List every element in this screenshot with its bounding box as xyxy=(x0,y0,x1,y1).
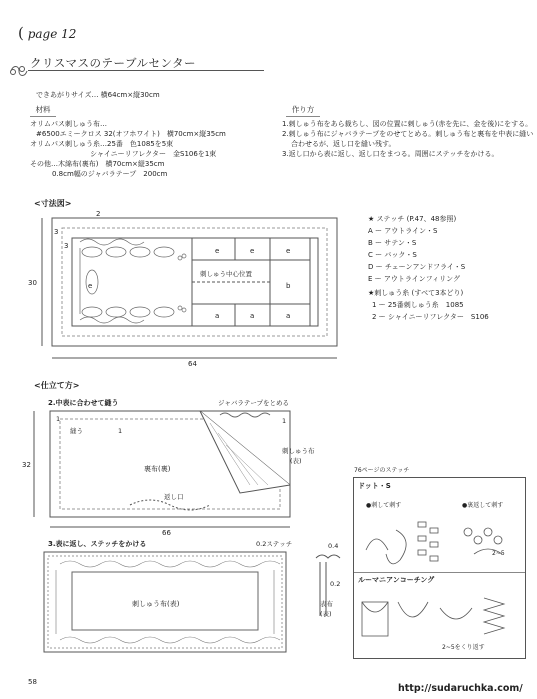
rc-num: 2~5をくり返す xyxy=(442,644,485,651)
stitch-item: D ー チェーンアンドフライ・S xyxy=(368,263,466,271)
dim-w: 66 xyxy=(162,529,171,537)
materials-line: 0.8cm幅のジャバラテープ 200cm xyxy=(52,170,168,178)
dot-step1: ●刺して刺す xyxy=(366,502,402,509)
grid-letter: a xyxy=(286,312,291,320)
step2-title: 2.中表に合わせて縫う xyxy=(48,399,119,407)
size-line: できあがりサイズ… 横64cm×縦30cm xyxy=(36,91,160,99)
title-rule xyxy=(28,70,264,71)
method-list xyxy=(282,119,533,159)
dot-stitch-title: ドット・S xyxy=(358,482,391,490)
tape-cross-section xyxy=(316,555,340,558)
lining-label: 裏布(裏) xyxy=(144,465,171,473)
materials-line: #6500エミークロス 32(オフホワイト) 横70cm×縦35cm xyxy=(36,130,226,138)
grid-letter: e xyxy=(286,247,291,255)
emb-label: 刺しゅう布 xyxy=(282,447,315,455)
dim-height: 30 xyxy=(28,279,37,287)
omote-label: 表布 xyxy=(320,600,333,608)
stitch-item: C ー バック・S xyxy=(368,251,417,259)
materials-line: シャイニーリフレクター 金S106を1束 xyxy=(90,150,217,158)
holly-pattern xyxy=(80,239,186,323)
materials-heading: 材料 xyxy=(30,104,56,117)
dim-mark-3b: 3 xyxy=(54,228,59,236)
one-mark-b: 1 xyxy=(118,427,123,435)
stitch-guide-caption: 76ページのステッチ xyxy=(354,467,410,474)
method-step: 合わせるが、返し口を縫い残す。 xyxy=(291,140,396,148)
stitch-guide-box xyxy=(353,477,526,659)
seam-label: 縫う xyxy=(70,427,83,435)
method-step: 2.刺しゅう布にジャバラテープをのせてとめる。刺しゅう布と裏布を中表に縫い xyxy=(282,130,534,138)
footer-url[interactable]: http://sudaruchka.com/ xyxy=(398,683,523,694)
thread-item: 2 ー シャイニーリフレクター S106 xyxy=(372,313,489,321)
stitch-legend-heading: ★ ステッチ (P.47、48参照) xyxy=(368,215,457,223)
roumanian-illustration xyxy=(356,588,522,654)
grid-letter: a xyxy=(250,312,255,320)
materials-line: オリムパス刺しゅう布… xyxy=(30,120,107,128)
grid-letter: e xyxy=(88,282,93,290)
assembly-heading: <仕立て方> xyxy=(34,381,80,390)
dimension-heading: <寸法図> xyxy=(34,199,72,208)
page-title: クリスマスのテーブルセンター xyxy=(30,56,197,70)
assembly-step3-diagram xyxy=(20,536,360,662)
method-heading: 作り方 xyxy=(286,104,320,117)
step3-title: 3.表に返し、ステッチをかける xyxy=(48,540,147,548)
grid-letter: b xyxy=(286,282,291,290)
materials-line: オリムパス刺しゅう糸…25番 色1085を5束 xyxy=(30,140,174,148)
return-label: 返し口 xyxy=(164,493,184,501)
thread-item: 1 ー 25番刺しゅう糸 1085 xyxy=(372,301,464,309)
omote-sub: (表) xyxy=(320,610,332,618)
materials-line: その他…木綿布(裏布) 横70cm×縦35cm xyxy=(30,160,165,168)
dot-stitch-illustration xyxy=(356,510,522,572)
stitch-item: A ー アウトライン・S xyxy=(368,227,438,235)
paren-open: ( xyxy=(18,24,24,42)
assembly-step2-diagram xyxy=(20,393,340,538)
dim-04: 0.4 xyxy=(328,542,339,550)
dim-h: 32 xyxy=(22,461,31,469)
dot-num: 2~5 xyxy=(492,550,505,557)
emb-front-label: 刺しゅう布(表) xyxy=(132,600,180,608)
guide-divider xyxy=(354,572,525,573)
dot-step2: ●裏返して刺す xyxy=(462,502,504,509)
dim-02: 0.2 xyxy=(330,580,341,588)
one-mark-c: 1 xyxy=(282,417,287,425)
grid-letter: a xyxy=(215,312,220,320)
method-step: 1.刺しゅう布をあら裁ちし、図の位置に刺しゅう(赤を先に、金を後)にをする。 xyxy=(282,120,533,128)
stitch-02-label: 0.2ステッチ xyxy=(256,540,293,548)
emb-sub: (表) xyxy=(290,457,302,465)
page-label xyxy=(18,24,76,42)
dim-mark-2: 2 xyxy=(96,210,101,218)
ornament-icon xyxy=(8,62,30,81)
stitch-item: B ー サテン・S xyxy=(368,239,417,247)
thread-heading: ★刺しゅう糸 (すべて3本どり) xyxy=(368,289,464,297)
page-number: 58 xyxy=(28,678,37,686)
stitch-legend xyxy=(368,214,489,322)
dim-mark-3a: 3 xyxy=(64,242,69,250)
method-step: 3.返し口から表に返し、返し口をまつる。周囲にステッチをかける。 xyxy=(282,150,499,158)
stitch-item: E ー アウトラインフィリング xyxy=(368,275,460,283)
center-label: 刺しゅう中心位置 xyxy=(200,270,252,278)
materials-list xyxy=(30,119,226,179)
grid-letter: e xyxy=(215,247,220,255)
dimension-diagram xyxy=(20,208,345,368)
dim-width: 64 xyxy=(188,360,197,368)
roumanian-title: ルーマニアンコーチング xyxy=(358,576,435,584)
page-label-text: page 12 xyxy=(27,27,77,41)
one-mark-a: 1 xyxy=(56,415,61,423)
grid-letter: e xyxy=(250,247,255,255)
tape-label: ジャバラテープをとめる xyxy=(218,399,290,407)
